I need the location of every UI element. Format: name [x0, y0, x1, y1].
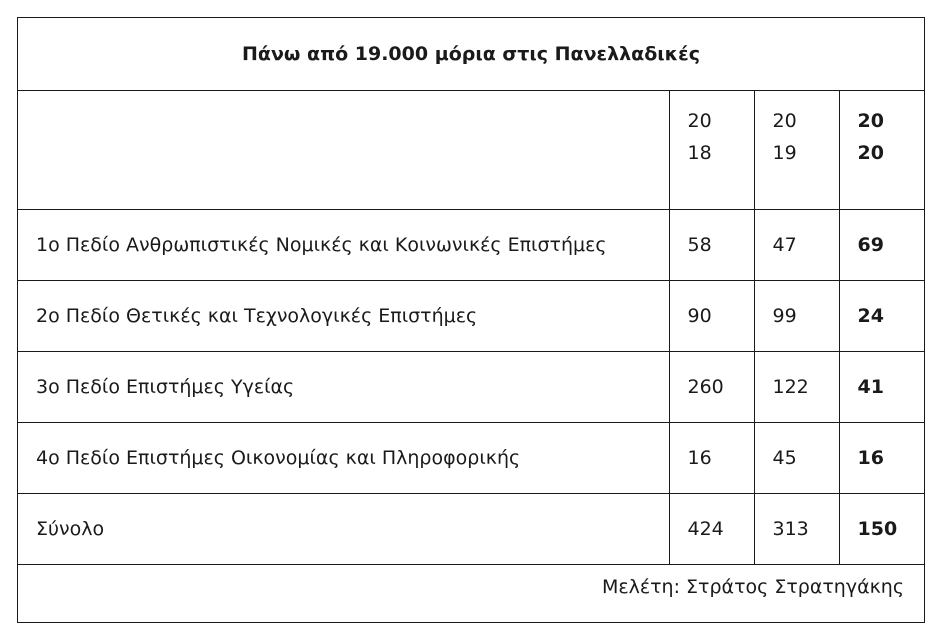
- table-frame: [17, 17, 925, 623]
- year-2019-label: 2019: [772, 110, 797, 164]
- row-label: 1ο Πεδίο Ανθρωπιστικές Νομικές και Κοινωνικές Επιστήμες: [18, 210, 669, 281]
- year-2020-label: 2020: [857, 110, 884, 164]
- cell-2018: 58: [669, 210, 754, 281]
- row-label: 2ο Πεδίο Θετικές και Τεχνολογικές Επιστήμες: [18, 281, 669, 352]
- header-row: [18, 91, 924, 210]
- cell-2019: 45: [754, 423, 839, 494]
- cell-2020: 69: [839, 210, 924, 281]
- cell-2019: 313: [754, 494, 839, 565]
- header-cell: [839, 91, 924, 210]
- row-label: 4ο Πεδίο Επιστήμες Οικονομίας και Πληροφορικής: [18, 423, 669, 494]
- header-cell: [754, 91, 839, 210]
- row-label: 3ο Πεδίο Επιστήμες Υγείας: [18, 352, 669, 423]
- table-row: [18, 352, 924, 423]
- cell-2020: 41: [839, 352, 924, 423]
- row-label: Σύνολο: [18, 494, 669, 565]
- table-title: Πάνω από 19.000 μόρια στις Πανελλαδικές: [18, 18, 924, 91]
- header-cell: [669, 91, 754, 210]
- results-table: [18, 91, 924, 565]
- cell-2018: 424: [669, 494, 754, 565]
- cell-2018: 260: [669, 352, 754, 423]
- table-row: [18, 281, 924, 352]
- cell-2019: 47: [754, 210, 839, 281]
- table-row: [18, 210, 924, 281]
- table-row: [18, 423, 924, 494]
- cell-2020: 24: [839, 281, 924, 352]
- header-empty-cell: [18, 91, 669, 210]
- year-2018-label: 2018: [687, 110, 712, 164]
- cell-2020: 150: [839, 494, 924, 565]
- cell-2018: 90: [669, 281, 754, 352]
- cell-2019: 122: [754, 352, 839, 423]
- cell-2019: 99: [754, 281, 839, 352]
- cell-2018: 16: [669, 423, 754, 494]
- source-credit: Μελέτη: Στράτος Στρατηγάκης: [601, 575, 904, 598]
- cell-2020: 16: [839, 423, 924, 494]
